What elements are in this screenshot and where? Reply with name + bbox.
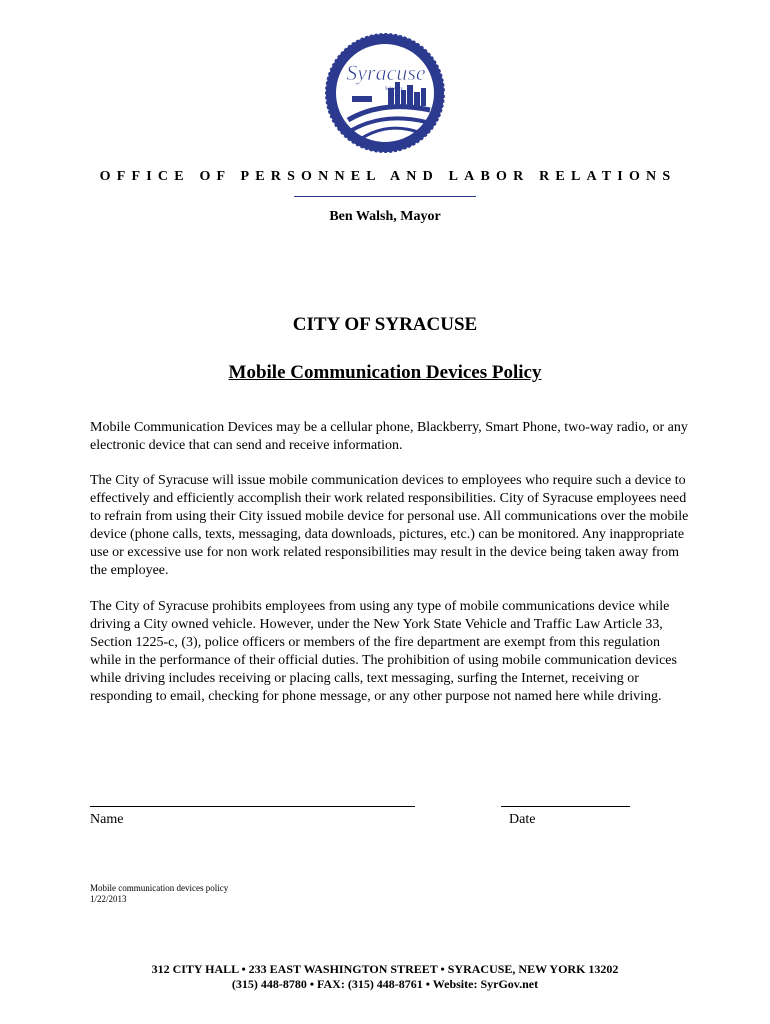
policy-paragraph-definition: Mobile Communication Devices may be a cellular phone, Blackberry, Smart Phone, two-way radio, or any electronic device that can send and receive information. xyxy=(90,420,688,453)
city-title: CITY OF SYRACUSE xyxy=(292,314,478,335)
footer-address: 312 CITY HALL • 233 EAST WASHINGTON STREET • SYRACUSE, NEW YORK 13202 xyxy=(151,962,619,976)
footer-contact: (315) 448-8780 • FAX: (315) 448-8761 • Website: SyrGov.net xyxy=(231,977,539,991)
name-label: Name xyxy=(90,812,124,827)
office-heading: OFFICE OF PERSONNEL AND LABOR RELATIONS xyxy=(99,169,677,184)
svg-text:Salt City: Salt City xyxy=(385,87,403,92)
city-seal-logo xyxy=(322,30,448,156)
office-divider xyxy=(294,196,476,197)
date-signature-line[interactable] xyxy=(501,806,630,807)
policy-paragraph-issuance: The City of Syracuse will issue mobile communication devices to employees who require such a device to effectively and efficiently accomplish their work related responsibilities. City of Syracuse employees need to refrain from using their City issued mobile device for personal use. All communications over the mobile device (phone calls, texts, messaging, data downloads, pictures, etc.) can be monitored. Any inappropriate use or excessive use for non work related responsibilities may result in the device being taken away from the employee. xyxy=(90,473,689,578)
mayor-name: Ben Walsh, Mayor xyxy=(329,209,441,224)
date-label: Date xyxy=(509,812,536,827)
policy-title: Mobile Communication Devices Policy xyxy=(228,362,542,383)
name-signature-line[interactable] xyxy=(90,806,415,807)
svg-text:Syracuse: Syracuse xyxy=(346,60,426,85)
footnote-date: 1/22/2013 xyxy=(90,894,127,904)
policy-paragraph-driving: The City of Syracuse prohibits employees from using any type of mobile communications device while driving a City owned vehicle. However, under the New York State Vehicle and Traffic Law Article 33, Section 1225-c, (3), police officers or members of the fire department are exempt from this regulation while in the performance of their official duties. The prohibition of using mobile communication devices while driving includes receiving or placing calls, text messaging, surfing the Internet, receiving or responding to email, checking for phone message, or any other purpose not named here while driving. xyxy=(90,599,677,704)
footnote-doc-name: Mobile communication devices policy xyxy=(90,883,229,893)
